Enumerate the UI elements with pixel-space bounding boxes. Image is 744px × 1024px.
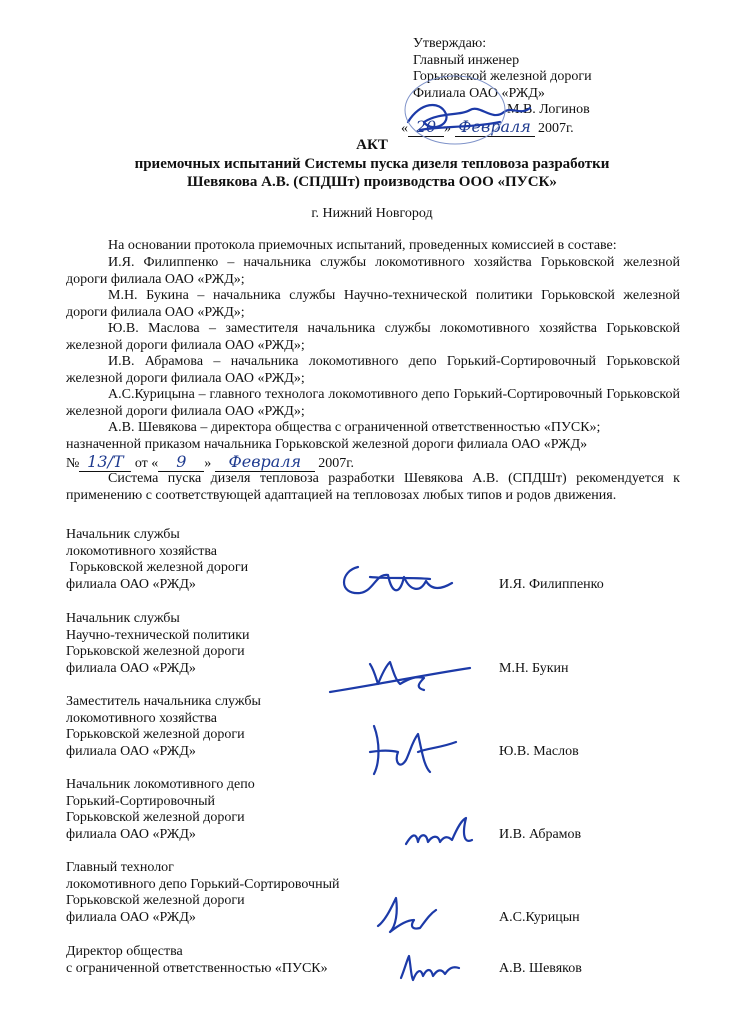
city: г. Нижний Новгород (311, 206, 433, 221)
approval-date-year: 2007г. (538, 120, 574, 136)
signer-name-2: М.Н. Букин (499, 661, 569, 676)
order-number-line: № 13/Т от « 9 » Февраля 2007г. (66, 452, 354, 471)
conclusion-text: Система пуска дизеля тепловоза разработки Шевякова А.В. (СПДШт) рекомендуется к применению с соответствующей адаптацией на тепловозах любых типов и родов движения. (66, 471, 680, 503)
approval-signer: М.В. Логинов (507, 102, 590, 118)
signature-5 (370, 890, 450, 940)
signature-block-1: Начальник службы локомотивного хозяйства Горьковской железной дороги филиала ОАО «РЖД» (66, 527, 249, 592)
signature-1 (330, 555, 460, 605)
signature-block-3: Заместитель начальника службы локомотивного хозяйства Горьковской железной дороги филиала ОАО «РЖД» (66, 694, 261, 759)
signer-name-5: А.С.Курицын (499, 910, 580, 925)
signature-3 (360, 712, 470, 782)
signature-2 (320, 650, 480, 700)
member-1: И.Я. Филиппенко – начальника службы локомотивного хозяйства Горьковской железной дороги филиала ОАО «РЖД»; (66, 255, 680, 287)
approval-date: « 20 » Февраля 2007г. (401, 116, 574, 136)
signer-name-3: Ю.В. Маслов (499, 744, 579, 759)
order-number: 13/Т (79, 454, 131, 472)
document-title: АКТ (356, 137, 388, 153)
member-6: А.В. Шевякова – директора общества с ограниченной ответственностью «ПУСК»; (108, 420, 601, 435)
signature-block-4: Начальник локомотивного депо Горький-Сортировочный Горьковской железной дороги филиала ОАО «РЖД» (66, 777, 255, 842)
document-subtitle-line2: Шевякова А.В. (СПДШт) производства ООО «ПУСК» (187, 174, 557, 190)
signer-name-6: А.В. Шевяков (499, 961, 582, 976)
signature-4 (400, 810, 480, 860)
order-text: назначенной приказом начальника Горьковской железной дороги филиала ОАО «РЖД» (66, 437, 588, 452)
order-day: 9 (158, 454, 204, 472)
member-4: И.В. Абрамова – начальника локомотивного депо Горький-Сортировочный Горьковской железной дороги филиала ОАО «РЖД»; (66, 354, 680, 386)
member-3: Ю.В. Маслова – заместителя начальника службы локомотивного хозяйства Горьковской железной дороги филиала ОАО «РЖД»; (66, 321, 680, 353)
signature-block-5: Главный технолог локомотивного депо Горький-Сортировочный Горьковской железной дороги филиала ОАО «РЖД» (66, 860, 340, 925)
approval-date-month: Февраля (455, 119, 535, 137)
approval-line: Горьковской железной дороги (413, 69, 592, 85)
document-subtitle-line1: приемочных испытаний Системы пуска дизеля тепловоза разработки (134, 156, 610, 172)
signature-block-6: Директор общества с ограниченной ответственностью «ПУСК» (66, 944, 328, 976)
order-month: Февраля (215, 454, 315, 472)
signature-block-2: Начальник службы Научно-технической политики Горьковской железной дороги филиала ОАО «РЖД» (66, 611, 250, 676)
order-year: 2007г. (318, 456, 354, 471)
intro-text: На основании протокола приемочных испытаний, проведенных комиссией в составе: (108, 238, 617, 253)
member-2: М.Н. Букина – начальника службы Научно-технической политики Горьковской железной дороги филиала ОАО «РЖД»; (66, 288, 680, 320)
approval-line: Филиала ОАО «РЖД» (413, 85, 545, 101)
approval-line: Утверждаю: (413, 36, 487, 51)
signer-name-4: И.В. Абрамов (499, 827, 582, 842)
approval-line: Главный инженер (413, 52, 520, 68)
signer-name-1: И.Я. Филиппенко (499, 577, 604, 592)
signature-6 (395, 950, 465, 984)
member-5: А.С.Курицына – главного технолога локомотивного депо Горький-Сортировочный Горьковской железной дороги филиала ОАО «РЖД»; (66, 387, 680, 419)
approval-date-day: 20 (408, 119, 444, 137)
